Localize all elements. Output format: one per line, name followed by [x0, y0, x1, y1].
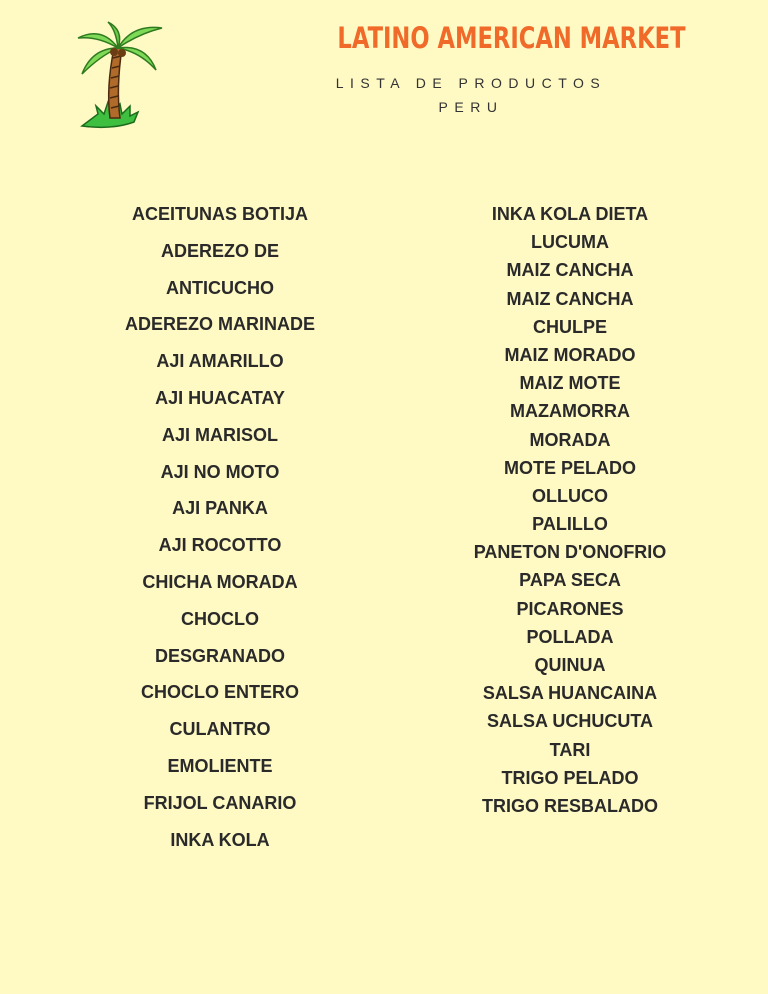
- product-item: CHICHA MORADA: [142, 571, 298, 592]
- product-item: PICARONES: [516, 598, 624, 619]
- product-item: ADEREZO DE: [160, 240, 279, 261]
- product-item: PAPA SECA: [519, 570, 621, 591]
- product-item: TRIGO RESBALADO: [481, 795, 658, 816]
- product-item: PANETON D'ONOFRIO: [473, 542, 667, 563]
- product-item: PALILLO: [532, 514, 608, 535]
- product-item: AJI NO MOTO: [160, 461, 280, 482]
- product-item: MORADA: [529, 429, 611, 450]
- product-item: AJI MARISOL: [161, 424, 278, 445]
- product-item: OLLUCO: [532, 485, 608, 506]
- product-list-left: [90, 200, 350, 862]
- product-item: CULANTRO: [169, 719, 271, 740]
- subtitle-country: PERU: [438, 99, 504, 115]
- product-item: AJI ROCOTTO: [158, 535, 282, 556]
- product-item: MAIZ CANCHA: [506, 288, 634, 309]
- page-title: LATINO AMERICAN MARKET: [337, 21, 686, 55]
- product-item: POLLADA: [526, 626, 614, 647]
- product-item: MAIZ MORADO: [504, 344, 636, 365]
- product-item: MOTE PELADO: [503, 457, 636, 478]
- product-item: TARI: [549, 739, 591, 760]
- product-item: AJI AMARILLO: [156, 351, 284, 372]
- product-item: SALSA UCHUCUTA: [487, 711, 653, 732]
- product-item: INKA KOLA: [170, 829, 270, 850]
- product-list-right: [440, 200, 700, 820]
- product-item: MAIZ MOTE: [519, 373, 621, 394]
- product-item: CHOCLO: [181, 608, 259, 629]
- palm-tree-icon: [72, 18, 168, 130]
- product-item: MAZAMORRA: [510, 401, 630, 422]
- product-item: CHOCLO ENTERO: [140, 682, 299, 703]
- product-item: ADEREZO MARINADE: [124, 314, 315, 335]
- product-item: ACEITUNAS BOTIJA: [131, 204, 308, 224]
- product-item: ANTICUCHO: [166, 277, 274, 298]
- product-item: INKA KOLA DIETA: [491, 204, 649, 224]
- product-item: AJI HUACATAY: [155, 387, 285, 408]
- product-item: FRIJOL CANARIO: [143, 792, 297, 813]
- product-item: MAIZ CANCHA: [506, 260, 634, 281]
- product-item: CHULPE: [532, 316, 607, 337]
- product-item: DESGRANADO: [154, 645, 285, 666]
- product-item: LUCUMA: [531, 232, 609, 253]
- product-item: QUINUA: [534, 655, 606, 675]
- product-item: AJI PANKA: [172, 498, 268, 519]
- product-item: TRIGO PELADO: [501, 767, 639, 788]
- product-item: EMOLIENTE: [167, 755, 273, 776]
- product-item: SALSA HUANCAINA: [482, 683, 658, 704]
- subtitle-list-heading: LISTA DE PRODUCTOS: [335, 75, 607, 91]
